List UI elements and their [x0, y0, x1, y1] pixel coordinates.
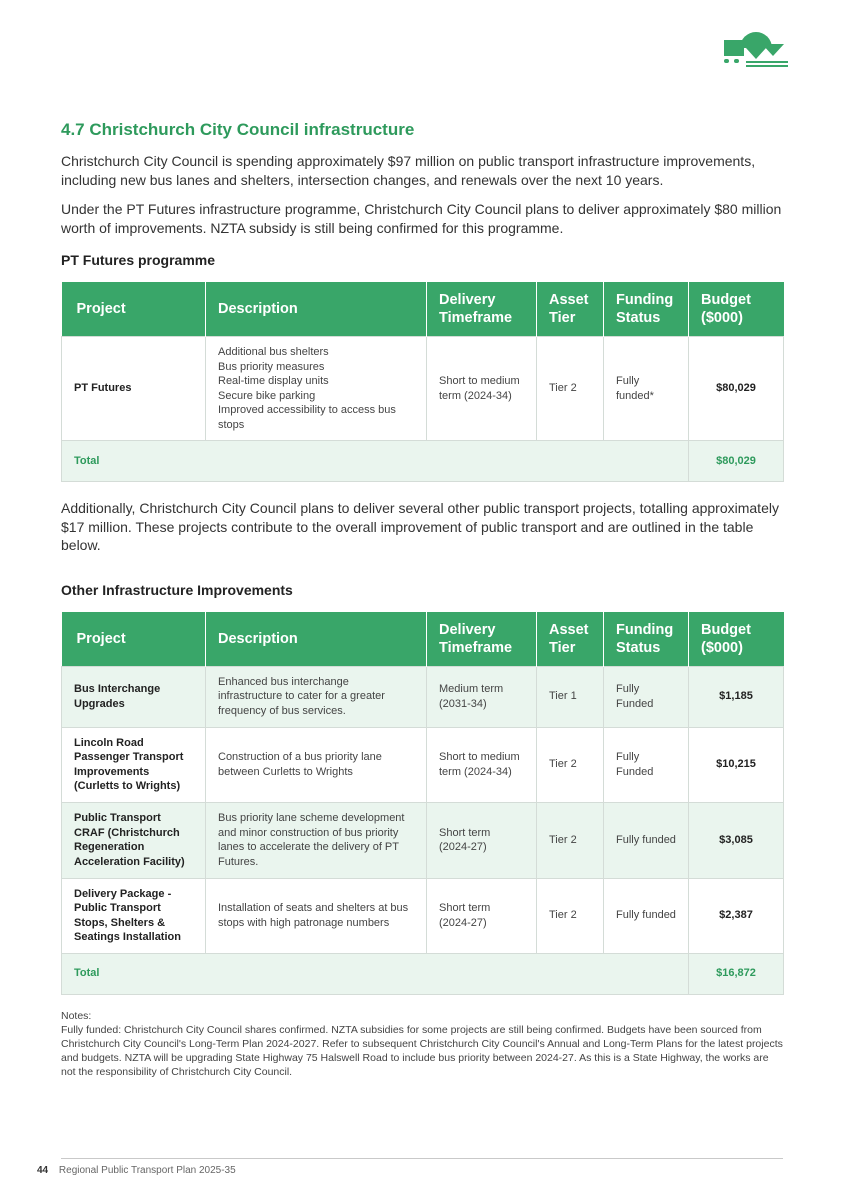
table-row: [62, 802, 784, 878]
table-header-row: [62, 612, 784, 667]
header-timeframe: Delivery Timeframe: [427, 612, 537, 667]
cell-project: Delivery Package - Public Transport Stops, Shelters & Seatings Installation: [62, 878, 206, 953]
header-timeframe: Delivery Timeframe: [427, 282, 537, 337]
cell-description: Bus priority lane scheme development and minor construction of bus priority lanes to accelerate the delivery of PT Futures.: [206, 802, 427, 878]
description-line: Secure bike parking: [218, 389, 316, 402]
description-line: Additional bus shelters: [218, 346, 329, 358]
cell-description: Construction of a bus priority lane between Curletts to Wrights: [206, 727, 427, 802]
cell-project: Bus Interchange Upgrades: [62, 666, 206, 727]
intro-paragraph: Christchurch City Council is spending approximately $97 million on public transport infrastructure improvements, including new bus lanes and shelters, intersection changes, and renewals over the next 10 years.: [61, 153, 756, 188]
cell-timeframe: Medium term (2031-34): [427, 666, 537, 727]
description-line: Bus priority measures: [218, 360, 325, 373]
document-title: Regional Public Transport Plan 2025-35: [58, 1165, 236, 1176]
pt-futures-paragraph: Under the PT Futures infrastructure programme, Christchurch City Council plans to deliver approximately $80 million worth of improvements. NZTA subsidy is still being confirmed for this programme.: [61, 201, 782, 236]
cell-tier: Tier 2: [537, 727, 604, 802]
other-improvements-table: [61, 612, 784, 995]
total-label: Total: [62, 441, 689, 482]
header-project: Project: [62, 612, 206, 667]
notes-label: Notes:: [61, 1009, 92, 1022]
table-row: [62, 666, 784, 727]
total-row: [62, 441, 784, 482]
description-line: Real-time display units: [218, 375, 329, 387]
cell-timeframe: Short term (2024-27): [427, 878, 537, 953]
header-description: Description: [206, 612, 427, 667]
total-value: $80,029: [689, 441, 784, 482]
total-row: [62, 953, 784, 994]
page-number: 44: [37, 1165, 49, 1176]
cell-tier: Tier 2: [537, 337, 604, 441]
header-funding: Funding Status: [604, 612, 689, 667]
cell-timeframe: Short to medium term (2024-34): [427, 337, 537, 441]
other-projects-paragraph: Additionally, Christchurch City Council plans to deliver several other public transport projects, totalling approximately $17 million. These projects contribute to the overall improvement of public transport and are outlined in the table below.: [61, 500, 779, 553]
header-project: Project: [62, 282, 206, 337]
table-header-row: [62, 282, 784, 337]
cell-project: PT Futures: [62, 337, 206, 441]
header-tier: Asset Tier: [537, 282, 604, 337]
pt-futures-table: [61, 282, 784, 482]
cell-timeframe: Short to medium term (2024-34): [427, 727, 537, 802]
description-line: Improved accessibility to access bus stops: [218, 404, 396, 431]
section-title: 4.7 Christchurch City Council infrastructure: [61, 120, 415, 139]
table2-heading: Other Infrastructure Improvements: [61, 581, 293, 598]
total-value: $16,872: [689, 953, 784, 994]
cell-budget: $80,029: [689, 337, 784, 441]
footer-divider: [61, 1158, 783, 1159]
notes-block: [61, 1009, 783, 1079]
cell-tier: Tier 2: [537, 802, 604, 878]
cell-funding: Fully Funded: [604, 727, 689, 802]
cell-project: Lincoln Road Passenger Transport Improvements (Curletts to Wrights): [62, 727, 206, 802]
cell-funding: Fully funded: [604, 878, 689, 953]
main-content: [61, 120, 783, 1079]
cell-budget: $3,085: [689, 802, 784, 878]
cell-timeframe: Short term (2024-27): [427, 802, 537, 878]
cell-project: Public Transport CRAF (Christchurch Regeneration Acceleration Facility): [62, 802, 206, 878]
header-funding: Funding Status: [604, 282, 689, 337]
cell-description: Installation of seats and shelters at bus stops with high patronage numbers: [206, 878, 427, 953]
cell-tier: Tier 2: [537, 878, 604, 953]
table-row: [62, 337, 784, 441]
header-budget: Budget ($000): [689, 612, 784, 667]
total-label: Total: [62, 953, 689, 994]
table-row: [62, 878, 784, 953]
table-row: [62, 727, 784, 802]
header-tier: Asset Tier: [537, 612, 604, 667]
organisation-logo: [722, 26, 790, 70]
page-footer: [37, 1165, 236, 1176]
notes-text: Fully funded: Christchurch City Council shares confirmed. NZTA subsidies for some projects are still being confirmed. Budgets have been sourced from Christchurch City Council's Long-Term Plan 2024-2027. Refer to subsequent Christchurch City Council's Annual and Long-Term Plans for the latest projects and budgets. NZTA will be upgrading State Highway 75 Halswell Road to include bus priority between 2024-27. As this is a State Highway, the works are not the responsibility of Christchurch City Council.: [61, 1023, 783, 1078]
cell-funding: Fully Funded: [604, 666, 689, 727]
header-budget: Budget ($000): [689, 282, 784, 337]
cell-description: Enhanced bus interchange infrastructure to cater for a greater frequency of bus services.: [206, 666, 427, 727]
cell-budget: $2,387: [689, 878, 784, 953]
cell-budget: $10,215: [689, 727, 784, 802]
cell-funding: Fully funded: [604, 802, 689, 878]
cell-funding: Fully funded*: [604, 337, 689, 441]
cell-tier: Tier 1: [537, 666, 604, 727]
cell-budget: $1,185: [689, 666, 784, 727]
cell-description: [206, 337, 427, 441]
header-description: Description: [206, 282, 427, 337]
table1-heading: PT Futures programme: [61, 252, 216, 268]
